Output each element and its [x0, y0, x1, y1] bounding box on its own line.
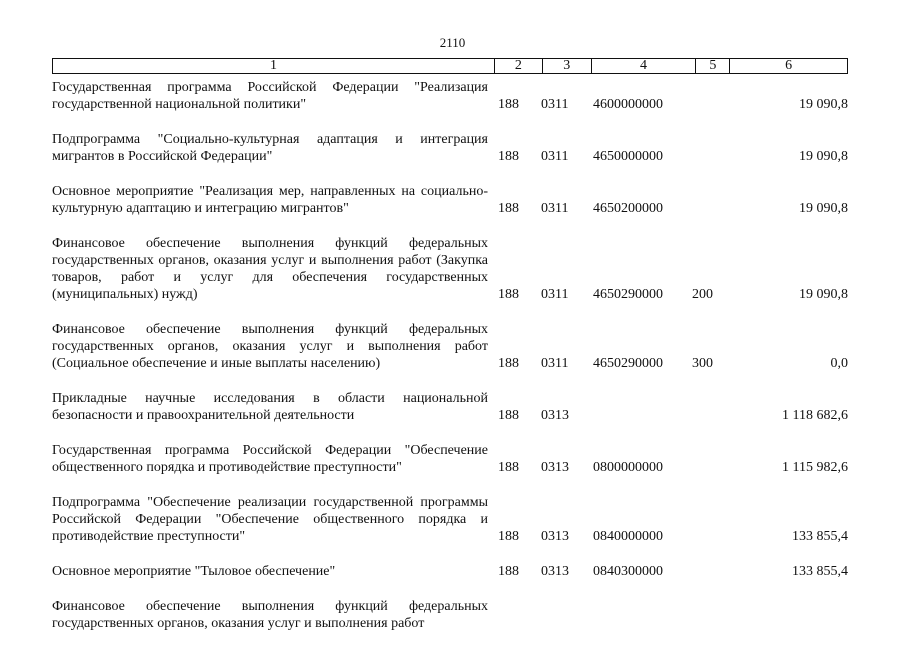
column-header-3: 3	[543, 59, 592, 73]
budget-table-body	[52, 79, 848, 650]
row-name: Подпрограмма "Социально-культурная адаптация и интеграция мигрантов в Российской Федерации"	[52, 132, 488, 164]
row-section: 0313	[541, 564, 569, 579]
page-number: 2110	[439, 35, 466, 50]
row-amount: 19 090,8	[799, 201, 848, 216]
row-code: 188	[498, 408, 519, 423]
table-header	[52, 58, 848, 74]
row-expense-type: 300	[692, 356, 713, 371]
table-row	[52, 79, 848, 113]
row-target: 0840000000	[593, 529, 663, 544]
row-amount: 1 115 982,6	[782, 460, 848, 475]
row-name: Государственная программа Российской Федерации "Обеспечение общественного порядка и противодействие преступности"	[52, 443, 488, 475]
row-section: 0311	[541, 97, 569, 112]
table-row	[52, 321, 848, 372]
row-amount: 0,0	[830, 356, 848, 371]
row-name: Государственная программа Российской Федерации "Реализация государственной национальной политики"	[52, 80, 488, 112]
row-name: Прикладные научные исследования в области национальной безопасности и правоохранительной деятельности	[52, 391, 488, 423]
table-row	[52, 183, 848, 217]
row-section: 0313	[541, 529, 569, 544]
table-row	[52, 598, 848, 632]
row-code: 188	[498, 97, 519, 112]
row-name: Финансовое обеспечение выполнения функций федеральных государственных органов, оказания услуг и выполнения работ	[52, 599, 488, 631]
row-code: 188	[498, 529, 519, 544]
row-amount: 1 118 682,6	[782, 408, 848, 423]
row-target: 4600000000	[593, 97, 663, 112]
row-code: 188	[498, 201, 519, 216]
row-expense-type: 200	[692, 287, 713, 302]
column-header-6: 6	[785, 58, 793, 73]
row-amount: 19 090,8	[799, 287, 848, 302]
row-amount: 133 855,4	[792, 564, 848, 579]
row-name: Подпрограмма "Обеспечение реализации государственной программы Российской Федерации "Обеспечение общественного порядка и противодействие преступности"	[52, 495, 488, 544]
row-code: 188	[498, 287, 519, 302]
row-name: Основное мероприятие "Тыловое обеспечение"	[52, 564, 336, 579]
table-row	[52, 235, 848, 303]
row-name: Финансовое обеспечение выполнения функций федеральных государственных органов, оказания услуг и выполнения работ (Социальное обеспечение и иные выплаты населению)	[52, 322, 488, 371]
row-section: 0311	[541, 287, 569, 302]
row-section: 0311	[541, 201, 569, 216]
row-amount: 133 855,4	[792, 529, 848, 544]
row-name: Основное мероприятие "Реализация мер, направленных на социально-культурную адаптацию и интеграцию мигрантов"	[52, 184, 488, 216]
row-target: 4650290000	[593, 287, 663, 302]
table-row	[52, 563, 848, 580]
row-code: 188	[498, 356, 519, 371]
table-row	[52, 442, 848, 476]
row-code: 188	[498, 460, 519, 475]
row-section: 0311	[541, 149, 569, 164]
row-section: 0313	[541, 408, 569, 423]
row-target: 4650200000	[593, 201, 663, 216]
row-name: Финансовое обеспечение выполнения функций федеральных государственных органов, оказания услуг и выполнения работ (Закупка товаров, работ и услуг для обеспечения государственных (муниципальных) нужд)	[52, 236, 488, 302]
row-amount: 19 090,8	[799, 97, 848, 112]
table-row	[52, 131, 848, 165]
row-target: 4650000000	[593, 149, 663, 164]
row-code: 188	[498, 564, 519, 579]
row-code: 188	[498, 149, 519, 164]
row-amount: 19 090,8	[799, 149, 848, 164]
row-target: 0840300000	[593, 564, 663, 579]
column-header-4: 4	[592, 59, 697, 73]
table-row	[52, 494, 848, 545]
row-section: 0313	[541, 460, 569, 475]
column-header-5: 5	[696, 59, 730, 73]
column-header-2: 2	[495, 59, 543, 73]
column-header-1: 1	[53, 59, 495, 73]
row-target: 0800000000	[593, 460, 663, 475]
row-target: 4650290000	[593, 356, 663, 371]
row-section: 0311	[541, 356, 569, 371]
table-row	[52, 390, 848, 424]
